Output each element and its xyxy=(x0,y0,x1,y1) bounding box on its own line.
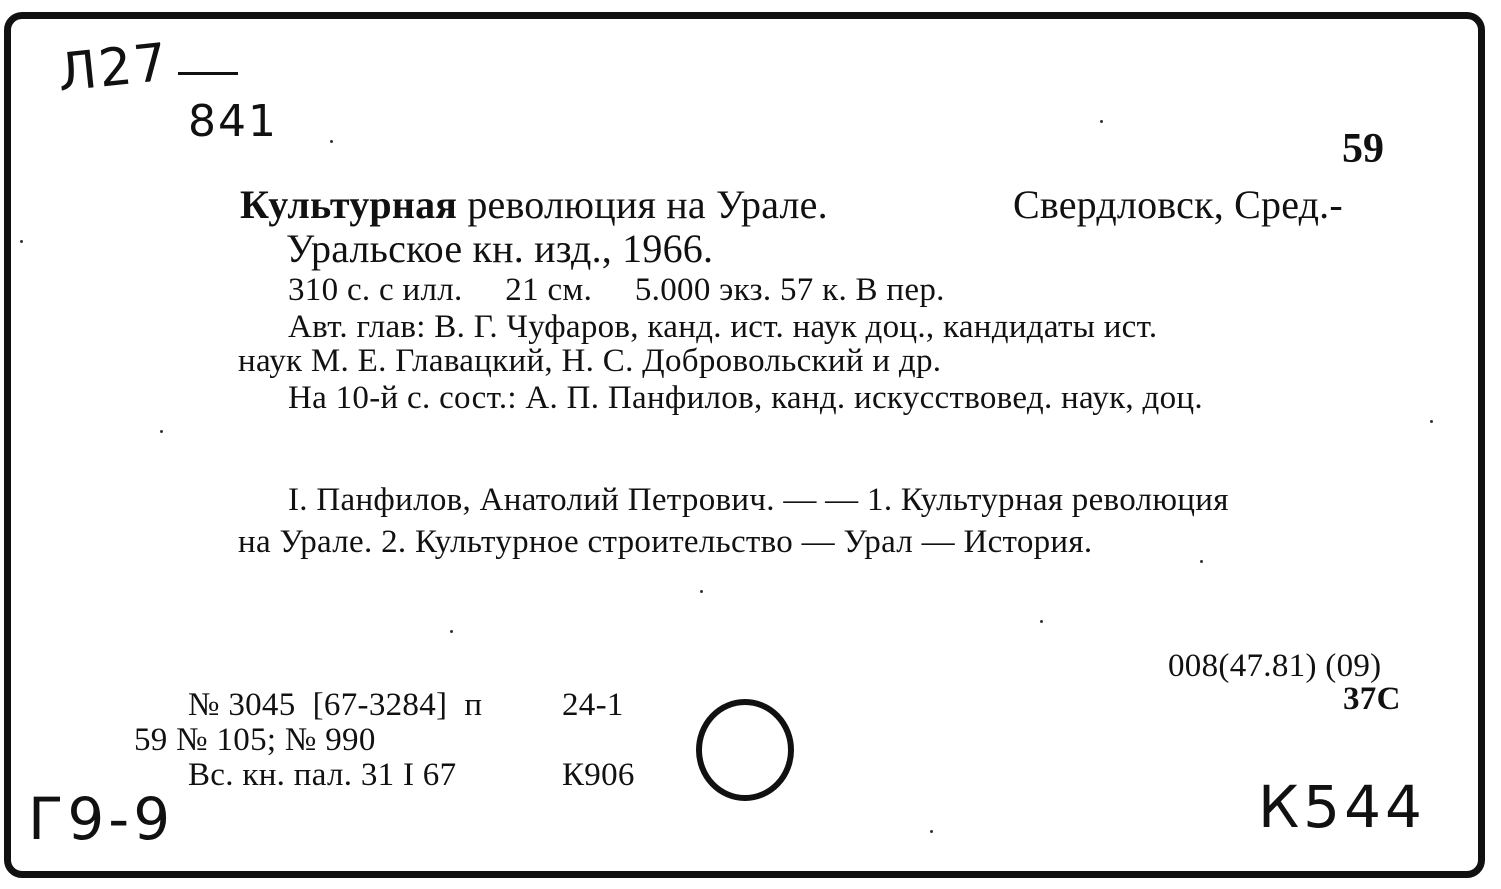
imprint-line-1: № 3045 [67-3284] п xyxy=(188,687,483,723)
handwritten-shelf-sub: 841 xyxy=(188,96,278,147)
entry-heading: Культурная xyxy=(240,182,458,227)
entry-place: Свердловск, Сред.- xyxy=(1013,182,1343,227)
scan-speck xyxy=(1200,560,1203,563)
punch-hole-icon xyxy=(690,696,800,806)
card-number: 59 xyxy=(1342,126,1384,172)
udc-index: 008(47.81) (09) xyxy=(1168,648,1382,684)
scan-speck xyxy=(1430,420,1433,423)
shelf-mark-divider xyxy=(178,72,238,75)
entry-compiler: На 10-й с. сост.: А. П. Панфилов, канд. искусствовед. наук, доц. xyxy=(288,380,1203,416)
entry-authors-line-2: наук М. Е. Главацкий, Н. С. Добровольский и др. xyxy=(238,343,942,379)
scan-speck xyxy=(160,430,163,433)
imprint-line-3: Вс. кн. пал. 31 I 67 xyxy=(188,757,457,793)
imprint-line-1-code: 24-1 xyxy=(562,687,624,723)
entry-authors-line-1: Авт. глав: В. Г. Чуфаров, канд. ист. наук доц., кандидаты ист. xyxy=(288,309,1158,345)
scan-speck xyxy=(1040,620,1043,623)
scan-speck xyxy=(700,590,703,593)
imprint-line-2: 59 № 105; № 990 xyxy=(134,722,376,758)
tracings-line-1: I. Панфилов, Анатолий Петрович. — — 1. Культурная революция xyxy=(288,482,1229,518)
entry-title-line xyxy=(240,182,828,227)
entry-physical-description: 310 с. с илл. 21 см. 5.000 экз. 57 к. В пер. xyxy=(288,272,945,308)
bbk-index: 37С xyxy=(1343,681,1401,717)
handwritten-shelf-mark: Л27 xyxy=(54,32,172,104)
imprint-line-3-code: К906 xyxy=(562,757,635,793)
entry-publisher: Уральское кн. изд., 1966. xyxy=(286,226,714,271)
handwritten-bottom-left: Г9-9 xyxy=(28,785,175,853)
scan-speck xyxy=(1100,120,1103,123)
scan-speck xyxy=(930,830,933,833)
scan-speck xyxy=(450,630,453,633)
entry-title: революция на Урале. xyxy=(467,182,828,227)
scan-speck xyxy=(330,140,333,143)
scan-speck xyxy=(20,240,23,243)
tracings-line-2: на Урале. 2. Культурное строительство — Урал — История. xyxy=(238,524,1093,560)
handwritten-bottom-right: К544 xyxy=(1258,773,1426,841)
